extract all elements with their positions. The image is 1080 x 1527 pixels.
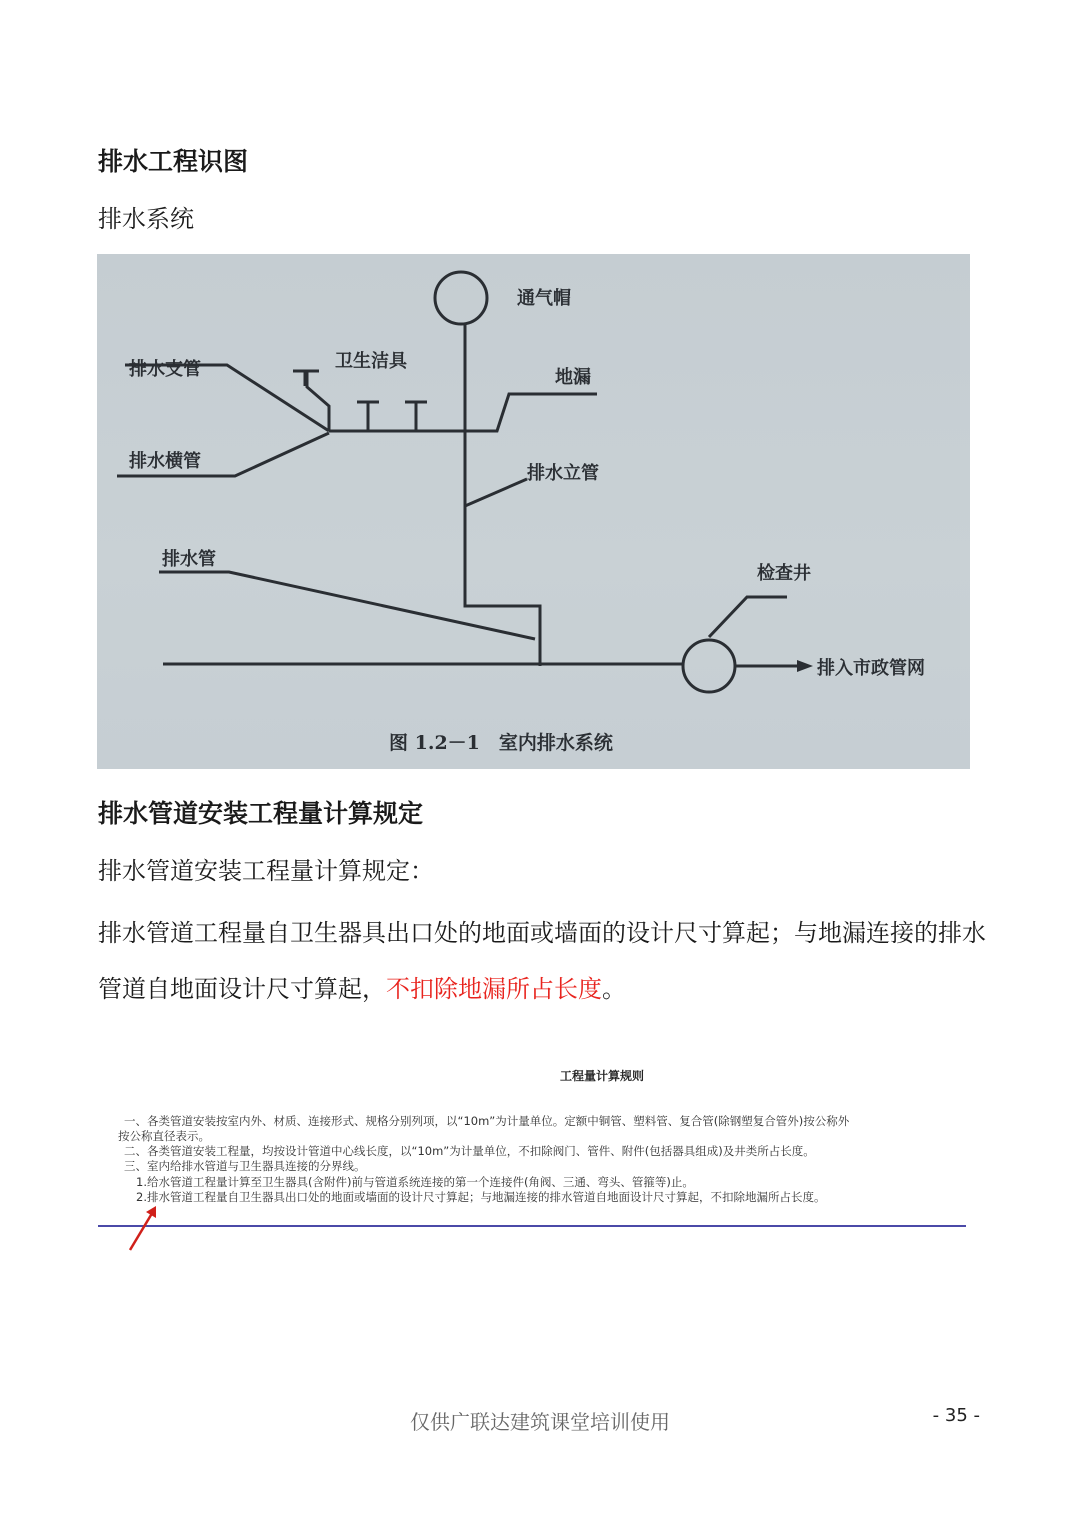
rules-title: 工程量计算规则 xyxy=(560,1069,645,1083)
rule-line-4: 三、室内给排水管道与卫生器具连接的分界线。 xyxy=(124,1159,366,1173)
section-title-quantity-rules: 排水管道安装工程量计算规定 xyxy=(98,799,424,828)
rules-screenshot xyxy=(110,1060,980,1260)
label-stack: 排水立管 xyxy=(527,463,599,484)
body-end-punct: 。 xyxy=(602,975,626,1003)
label-vent-cap: 通气帽 xyxy=(517,288,571,309)
label-fixtures: 卫生洁具 xyxy=(335,351,407,372)
label-drain-pipe: 排水管 xyxy=(162,549,216,570)
rules-divider xyxy=(98,1225,966,1227)
rule-line-1: 一、各类管道安装按室内外、材质、连接形式、规格分别列项，以“10m”为计量单位。定额中铜管、塑料管、复合管(除钢塑复合管外)按公称外 xyxy=(124,1114,850,1128)
municipal-arrow-head xyxy=(797,660,813,672)
section-body xyxy=(98,905,998,1017)
vent-cap-circle xyxy=(435,272,487,324)
red-arrow-icon xyxy=(110,1060,190,1260)
figure-caption: 图 1.2－1 室内排水系统 xyxy=(389,732,613,754)
body-highlight-text: 不扣除地漏所占长度 xyxy=(386,975,602,1003)
rule-line-2: 按公称直径表示。 xyxy=(118,1129,210,1143)
label-horizontal-pipe: 排水横管 xyxy=(129,451,201,472)
floor-drain-line xyxy=(465,394,597,431)
rule-line-5: 1.给水管道工程量计算至卫生器具(含附件)前与管道系统连接的第一个连接件(角阀、三通、弯头、管箍等)止。 xyxy=(136,1175,694,1189)
label-branch-pipe: 排水支管 xyxy=(129,359,201,380)
body-normal-text: 排水管道工程量自卫生器具出口处的地面或墙面的设计尺寸算起；与地漏连接的排水管道自地面设计尺寸算起， xyxy=(98,919,986,1003)
section-subtitle-drainage-system: 排水系统 xyxy=(98,205,194,233)
footer-text: 仅供广联达建筑课堂培训使用 xyxy=(410,1410,670,1434)
inspection-leader-line xyxy=(709,597,787,637)
stack-leader-line xyxy=(465,479,527,506)
label-inspection-well: 检查井 xyxy=(757,563,811,584)
fixture-t-1 xyxy=(293,371,319,386)
label-floor-drain: 地漏 xyxy=(555,367,591,388)
label-to-municipal: 排入市政管网 xyxy=(817,658,925,679)
rule-line-6: 2.排水管道工程量自卫生器具出口处的地面或墙面的设计尺寸算起；与地漏连接的排水管道自地面设计尺寸算起，不扣除地漏所占长度。 xyxy=(136,1190,826,1204)
page-number: - 35 - xyxy=(932,1405,980,1426)
inspection-well-circle xyxy=(683,640,735,692)
rule-line-3: 二、各类管道安装工程量，均按设计管道中心线长度，以“10m”为计量单位，不扣除阀门、管件、附件(包括器具组成)及井类所占长度。 xyxy=(124,1144,815,1158)
fixture-t-2 xyxy=(357,402,379,431)
drain-stack-line xyxy=(465,324,540,666)
fixture-t-3 xyxy=(405,402,427,431)
section-title-drainage-drawing: 排水工程识图 xyxy=(98,147,249,176)
drainage-system-figure xyxy=(97,254,970,769)
drainage-diagram-lines xyxy=(97,254,970,769)
section-intro: 排水管道安装工程量计算规定： xyxy=(98,857,434,885)
